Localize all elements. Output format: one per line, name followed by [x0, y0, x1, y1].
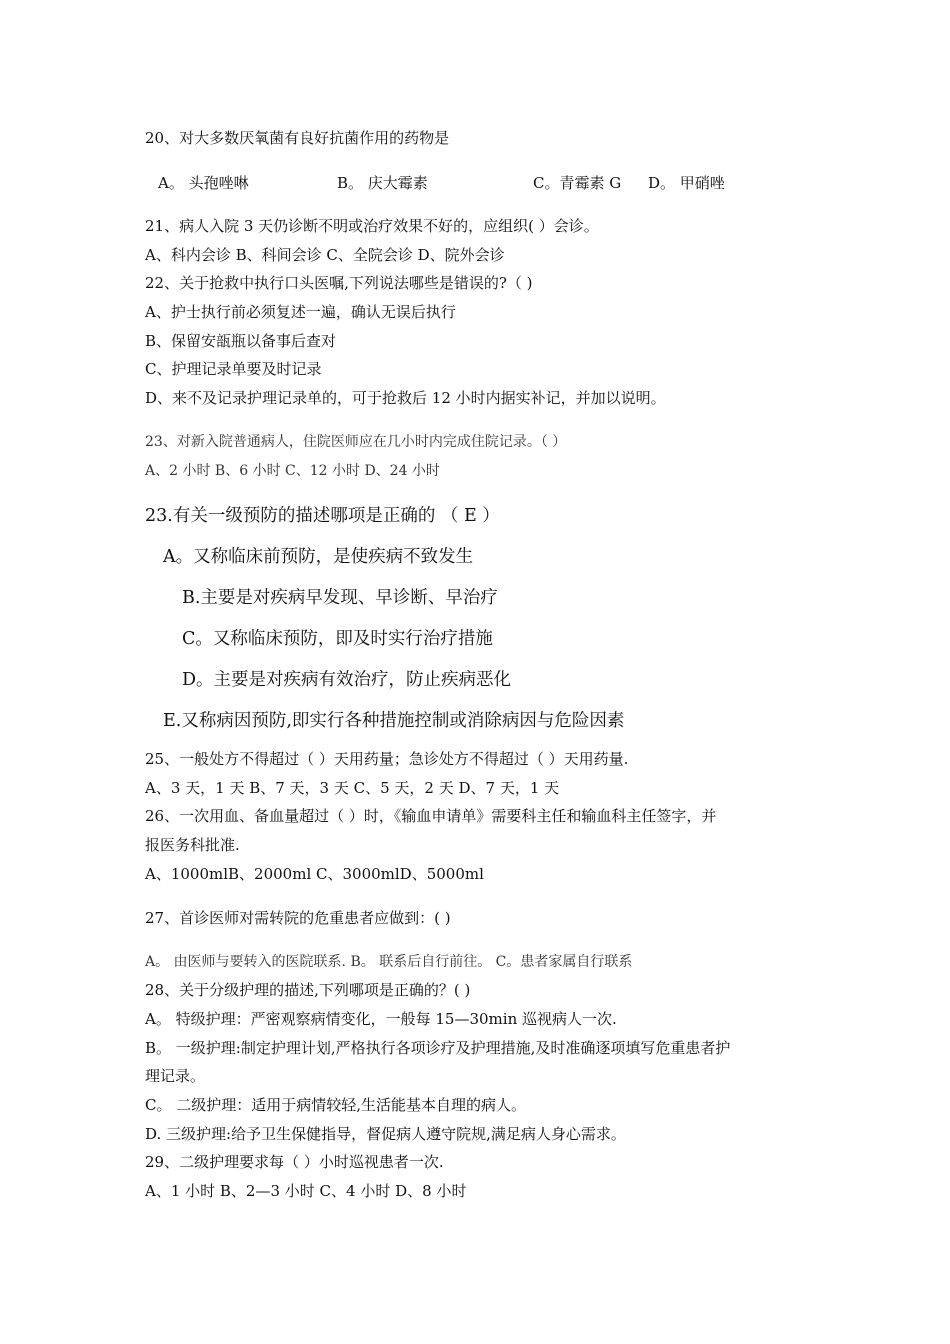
question-27-options: A。 由医师与要转入的医院联系. B。 联系后自行前往。 C。患者家属自行联系: [145, 954, 633, 970]
question-27-stem: 27、首诊医师对需转院的危重患者应做到：( ): [145, 909, 451, 927]
question-28-option-b-line-1: B。 一级护理:制定护理计划,严格执行各项诊疗及护理措施,及时准确逐项填写危重患者护: [145, 1039, 731, 1057]
question-28-option-d: D. 三级护理:给予卫生保健指导，督促病人遵守院规,满足病人身心需求。: [145, 1125, 626, 1143]
question-23b-stem: 23.有关一级预防的描述哪项是正确的 （ E ）: [145, 506, 500, 526]
question-22-option-b: B、保留安瓿瓶以备事后查对: [145, 332, 337, 350]
question-20-option-c: C。青霉素 G: [533, 174, 622, 192]
question-22-option-d: D、来不及记录护理记录单的，可于抢救后 12 小时内据实补记，并加以说明。: [145, 389, 666, 407]
question-25-stem: 25、一般处方不得超过（ ）天用药量；急诊处方不得超过（ ）天用药量.: [145, 750, 629, 768]
question-22-option-a: A、护士执行前必须复述一遍，确认无误后执行: [145, 303, 456, 321]
question-21-options: A、科内会诊 B、科间会诊 C、全院会诊 D、院外会诊: [145, 246, 505, 264]
question-28-option-c: C。 二级护理：适用于病情较轻,生活能基本自理的病人。: [145, 1096, 527, 1114]
question-20-option-a: A。 头孢唑啉: [158, 174, 249, 192]
question-23a-options: A、2 小时 B、6 小时 C、12 小时 D、24 小时: [145, 463, 440, 479]
question-28-option-b-line-2: 理记录。: [145, 1067, 206, 1085]
question-26-stem-line-1: 26、一次用血、备血量超过（ ）时，《输血申请单》需要科主任和输血科主任签字，并: [145, 807, 717, 825]
question-26-options: A、1000mlB、2000ml C、3000mlD、5000ml: [145, 865, 484, 883]
question-21-stem: 21、病人入院 3 天仍诊断不明或治疗效果不好的，应组织( ）会诊。: [145, 217, 599, 235]
question-29-options: A、1 小时 B、2—3 小时 C、4 小时 D、8 小时: [145, 1182, 467, 1200]
question-29-stem: 29、二级护理要求每（ ）小时巡视患者一次.: [145, 1153, 444, 1171]
question-22-option-c: C、护理记录单要及时记录: [145, 360, 322, 378]
question-28-option-a: A。 特级护理：严密观察病情变化，一般每 15—30min 巡视病人一次.: [145, 1010, 617, 1028]
question-23b-option-d: D。主要是对疾病有效治疗，防止疾病恶化: [182, 670, 512, 690]
question-28-stem: 28、关于分级护理的描述,下列哪项是正确的？( ): [145, 981, 471, 999]
question-23b-option-c: C。又称临床预防，即及时实行治疗措施: [182, 629, 493, 649]
question-25-options: A、3 天，1 天 B、7 天，3 天 C、5 天，2 天 D、7 天，1 天: [145, 779, 560, 797]
question-20-stem: 20、对大多数厌氧菌有良好抗菌作用的药物是: [145, 129, 450, 147]
question-20-option-d: D。 甲硝唑: [648, 174, 725, 192]
question-23b-option-b: B.主要是对疾病早发现、早诊断、早治疗: [182, 588, 498, 608]
question-20-option-b: B。 庆大霉素: [337, 174, 428, 192]
question-23b-option-a: A。又称临床前预防，是使疾病不致发生: [163, 547, 474, 567]
question-23a-stem: 23、对新入院普通病人，住院医师应在几小时内完成住院记录。（ ）: [145, 434, 567, 450]
question-26-stem-line-2: 报医务科批准.: [145, 836, 240, 854]
question-23b-option-e: E.又称病因预防,即实行各种措施控制或消除病因与危险因素: [163, 711, 625, 731]
question-22-stem: 22、关于抢救中执行口头医嘱,下列说法哪些是错误的?（ ): [145, 274, 533, 292]
